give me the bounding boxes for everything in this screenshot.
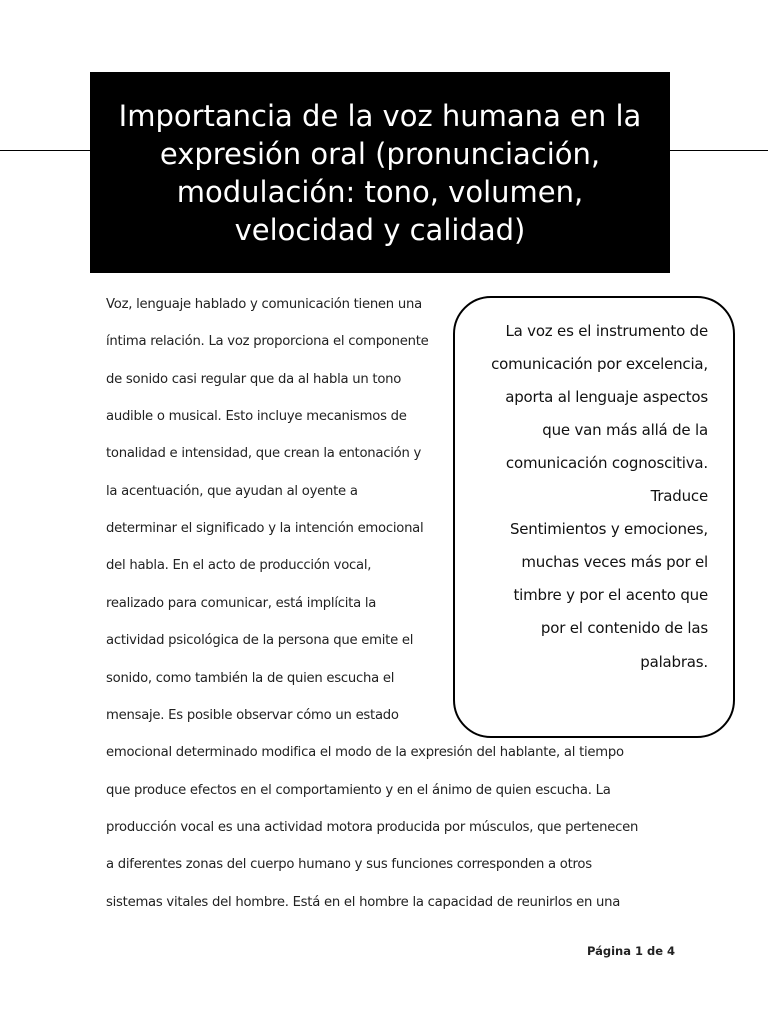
- body-line: audible o musical. Esto incluye mecanismos de: [106, 409, 407, 424]
- body-line: tonalidad e intensidad, que crean la entonación y: [106, 446, 422, 461]
- body-line: mensaje. Es posible observar cómo un estado: [106, 708, 399, 723]
- body-line: determinar el significado y la intención emocional: [106, 521, 424, 536]
- header-rule-left: [0, 150, 92, 151]
- body-line: actividad psicológica de la persona que emite el: [106, 633, 414, 648]
- callout-line: palabras.: [640, 653, 708, 671]
- page-number: Página 1 de 4: [587, 944, 676, 958]
- body-line: emocional determinado modifica el modo de la expresión del hablante, al tiempo: [106, 745, 624, 760]
- body-line: del habla. En el acto de producción vocal,: [106, 558, 372, 573]
- body-line: sistemas vitales del hombre. Está en el hombre la capacidad de reunirlos en una: [106, 895, 621, 910]
- body-line: íntima relación. La voz proporciona el componente: [106, 334, 429, 349]
- callout-line: comunicación cognoscitiva.: [505, 454, 708, 472]
- body-line: Voz, lenguaje hablado y comunicación tienen una: [106, 297, 422, 312]
- callout-line: La voz es el instrumento de: [505, 322, 708, 340]
- callout-line: que van más allá de la: [542, 421, 708, 439]
- body-line: realizado para comunicar, está implícita la: [106, 596, 377, 611]
- page-title: Importancia de la voz humana en la expresión oral (pronunciación, modulación: tono, volumen, velocidad y calidad): [118, 98, 642, 247]
- callout-line: aporta al lenguaje aspectos: [505, 388, 708, 406]
- header-rule-right: [668, 150, 768, 151]
- callout-line: muchas veces más por el: [521, 553, 708, 571]
- callout-line: por el contenido de las: [540, 619, 708, 637]
- body-line: la acentuación, que ayudan al oyente a: [106, 484, 358, 499]
- callout-line: Sentimientos y emociones,: [509, 520, 708, 538]
- body-line: a diferentes zonas del cuerpo humano y sus funciones corresponden a otros: [106, 857, 592, 872]
- body-line: de sonido casi regular que da al habla un tono: [106, 372, 402, 387]
- body-line: que produce efectos en el comportamiento y en el ánimo de quien escucha. La: [106, 783, 611, 798]
- callout-line: comunicación por excelencia,: [491, 355, 708, 373]
- callout-box: [453, 296, 735, 738]
- callout-line: timbre y por el acento que: [513, 586, 708, 604]
- body-line: producción vocal es una actividad motora producida por músculos, que pertenecen: [106, 820, 639, 835]
- body-line: sonido, como también la de quien escucha el: [106, 671, 395, 686]
- title-banner: [90, 72, 670, 273]
- callout-line: Traduce: [650, 487, 708, 505]
